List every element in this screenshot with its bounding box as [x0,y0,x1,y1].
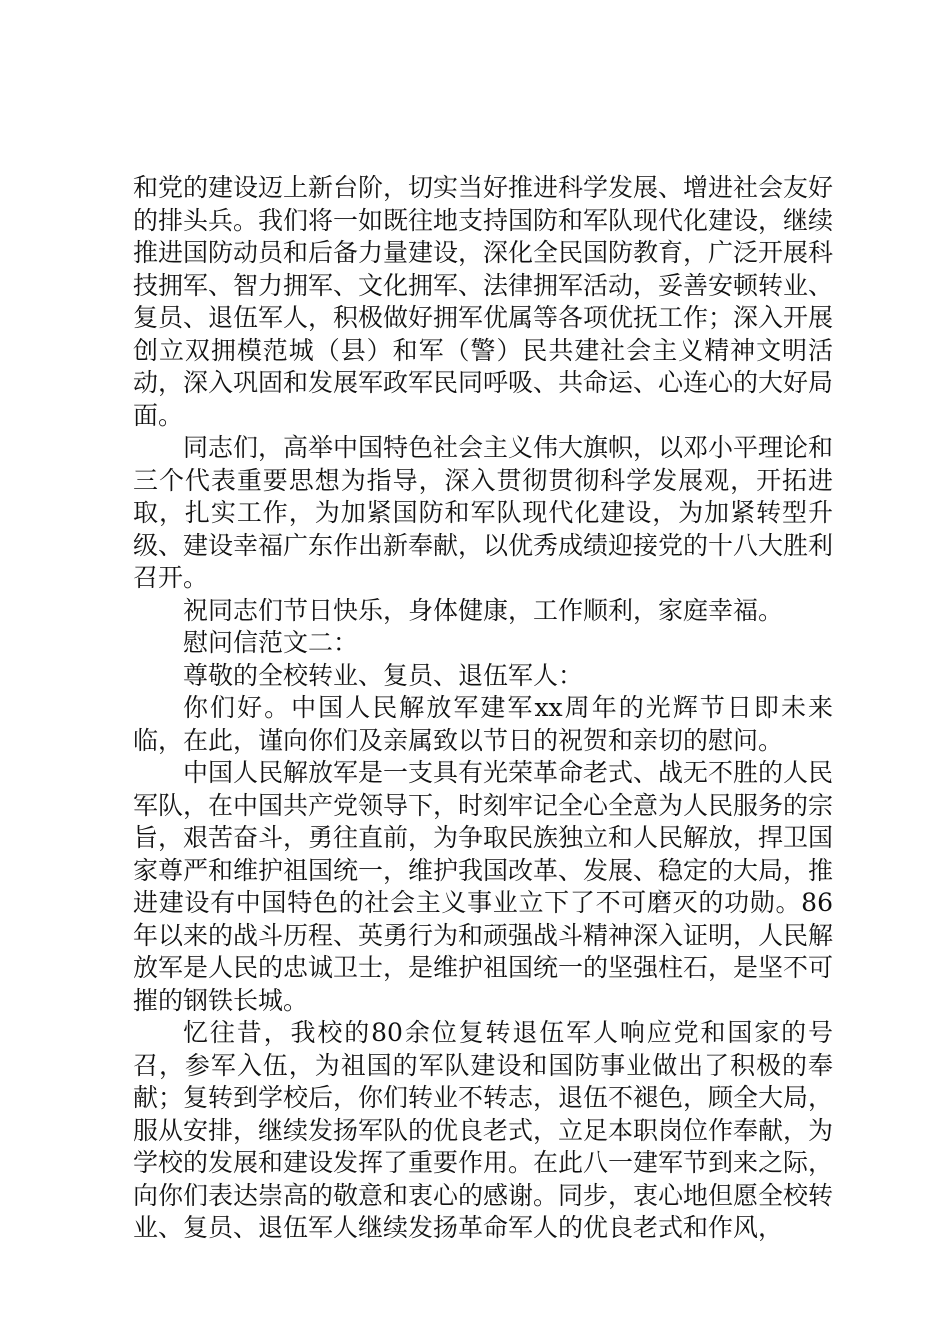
document-page [133,172,833,1245]
paragraph-7: 中国人民解放军是一支具有光荣革命老式、战无不胜的人民军队，在中国共产党领导下，时刻牢记全心全意为人民服务的宗旨，艰苦奋斗，勇往直前，为争取民族独立和人民解放，捍卫国家尊严和维护祖国统一，维护我国改革、发展、稳定的大局，推进建设有中国特色的社会主义事业立下了不可磨灭的功勋。86年以来的战斗历程、英勇行为和顽强战斗精神深入证明，人民解放军是人民的忠诚卫士，是维护祖国统一的坚强柱石，是坚不可摧的钢铁长城。 [133,758,834,1015]
paragraph-4-heading: 慰问信范文二： [183,628,359,657]
paragraph-1: 和党的建设迈上新台阶，切实当好推进科学发展、增进社会友好的排头兵。我们将一如既往地支持国防和军队现代化建设，继续推进国防动员和后备力量建设，深化全民国防教育，广泛开展科技拥军、智力拥军、文化拥军、法律拥军活动，妥善安顿转业、复员、退伍军人，积极做好拥军优属等各项优抚工作；深入开展创立双拥模范城（县）和军（警）民共建社会主义精神文明活动，深入巩固和发展军政军民同呼吸、共命运、心连心的大好局面。 [133,173,834,430]
paragraph-8: 忆往昔，我校的80余位复转退伍军人响应党和国家的号召，参军入伍，为祖国的军队建设和国防事业做出了积极的奉献；复转到学校后，你们转业不转志，退伍不褪色，顾全大局，服从安排，继续发扬军队的优良老式，立足本职岗位作奉献，为学校的发展和建设发挥了重要作用。在此八一建军节到来之际，向你们表达崇高的敬意和衷心的感谢。同步，衷心地但愿全校转业、复员、退伍军人继续发扬革命军人的优良老式和作风， [133,1018,834,1242]
paragraph-5-salutation: 尊敬的全校转业、复员、退伍军人： [183,660,584,690]
paragraph-2: 同志们，高举中国特色社会主义伟大旗帜，以邓小平理论和三个代表重要思想为指导，深入贯彻贯彻科学发展观，开拓进取，扎实工作，为加紧国防和军队现代化建设，为加紧转型升级、建设幸福广东作出新奉献，以优秀成绩迎接党的十八大胜利召开。 [133,433,834,592]
paragraph-3: 祝同志们节日快乐，身体健康，工作顺利，家庭幸福。 [183,595,784,625]
paragraph-6: 你们好。中国人民解放军建军xx周年的光辉节日即未来临，在此，谨向你们及亲属致以节日的祝贺和亲切的慰问。 [133,693,833,755]
